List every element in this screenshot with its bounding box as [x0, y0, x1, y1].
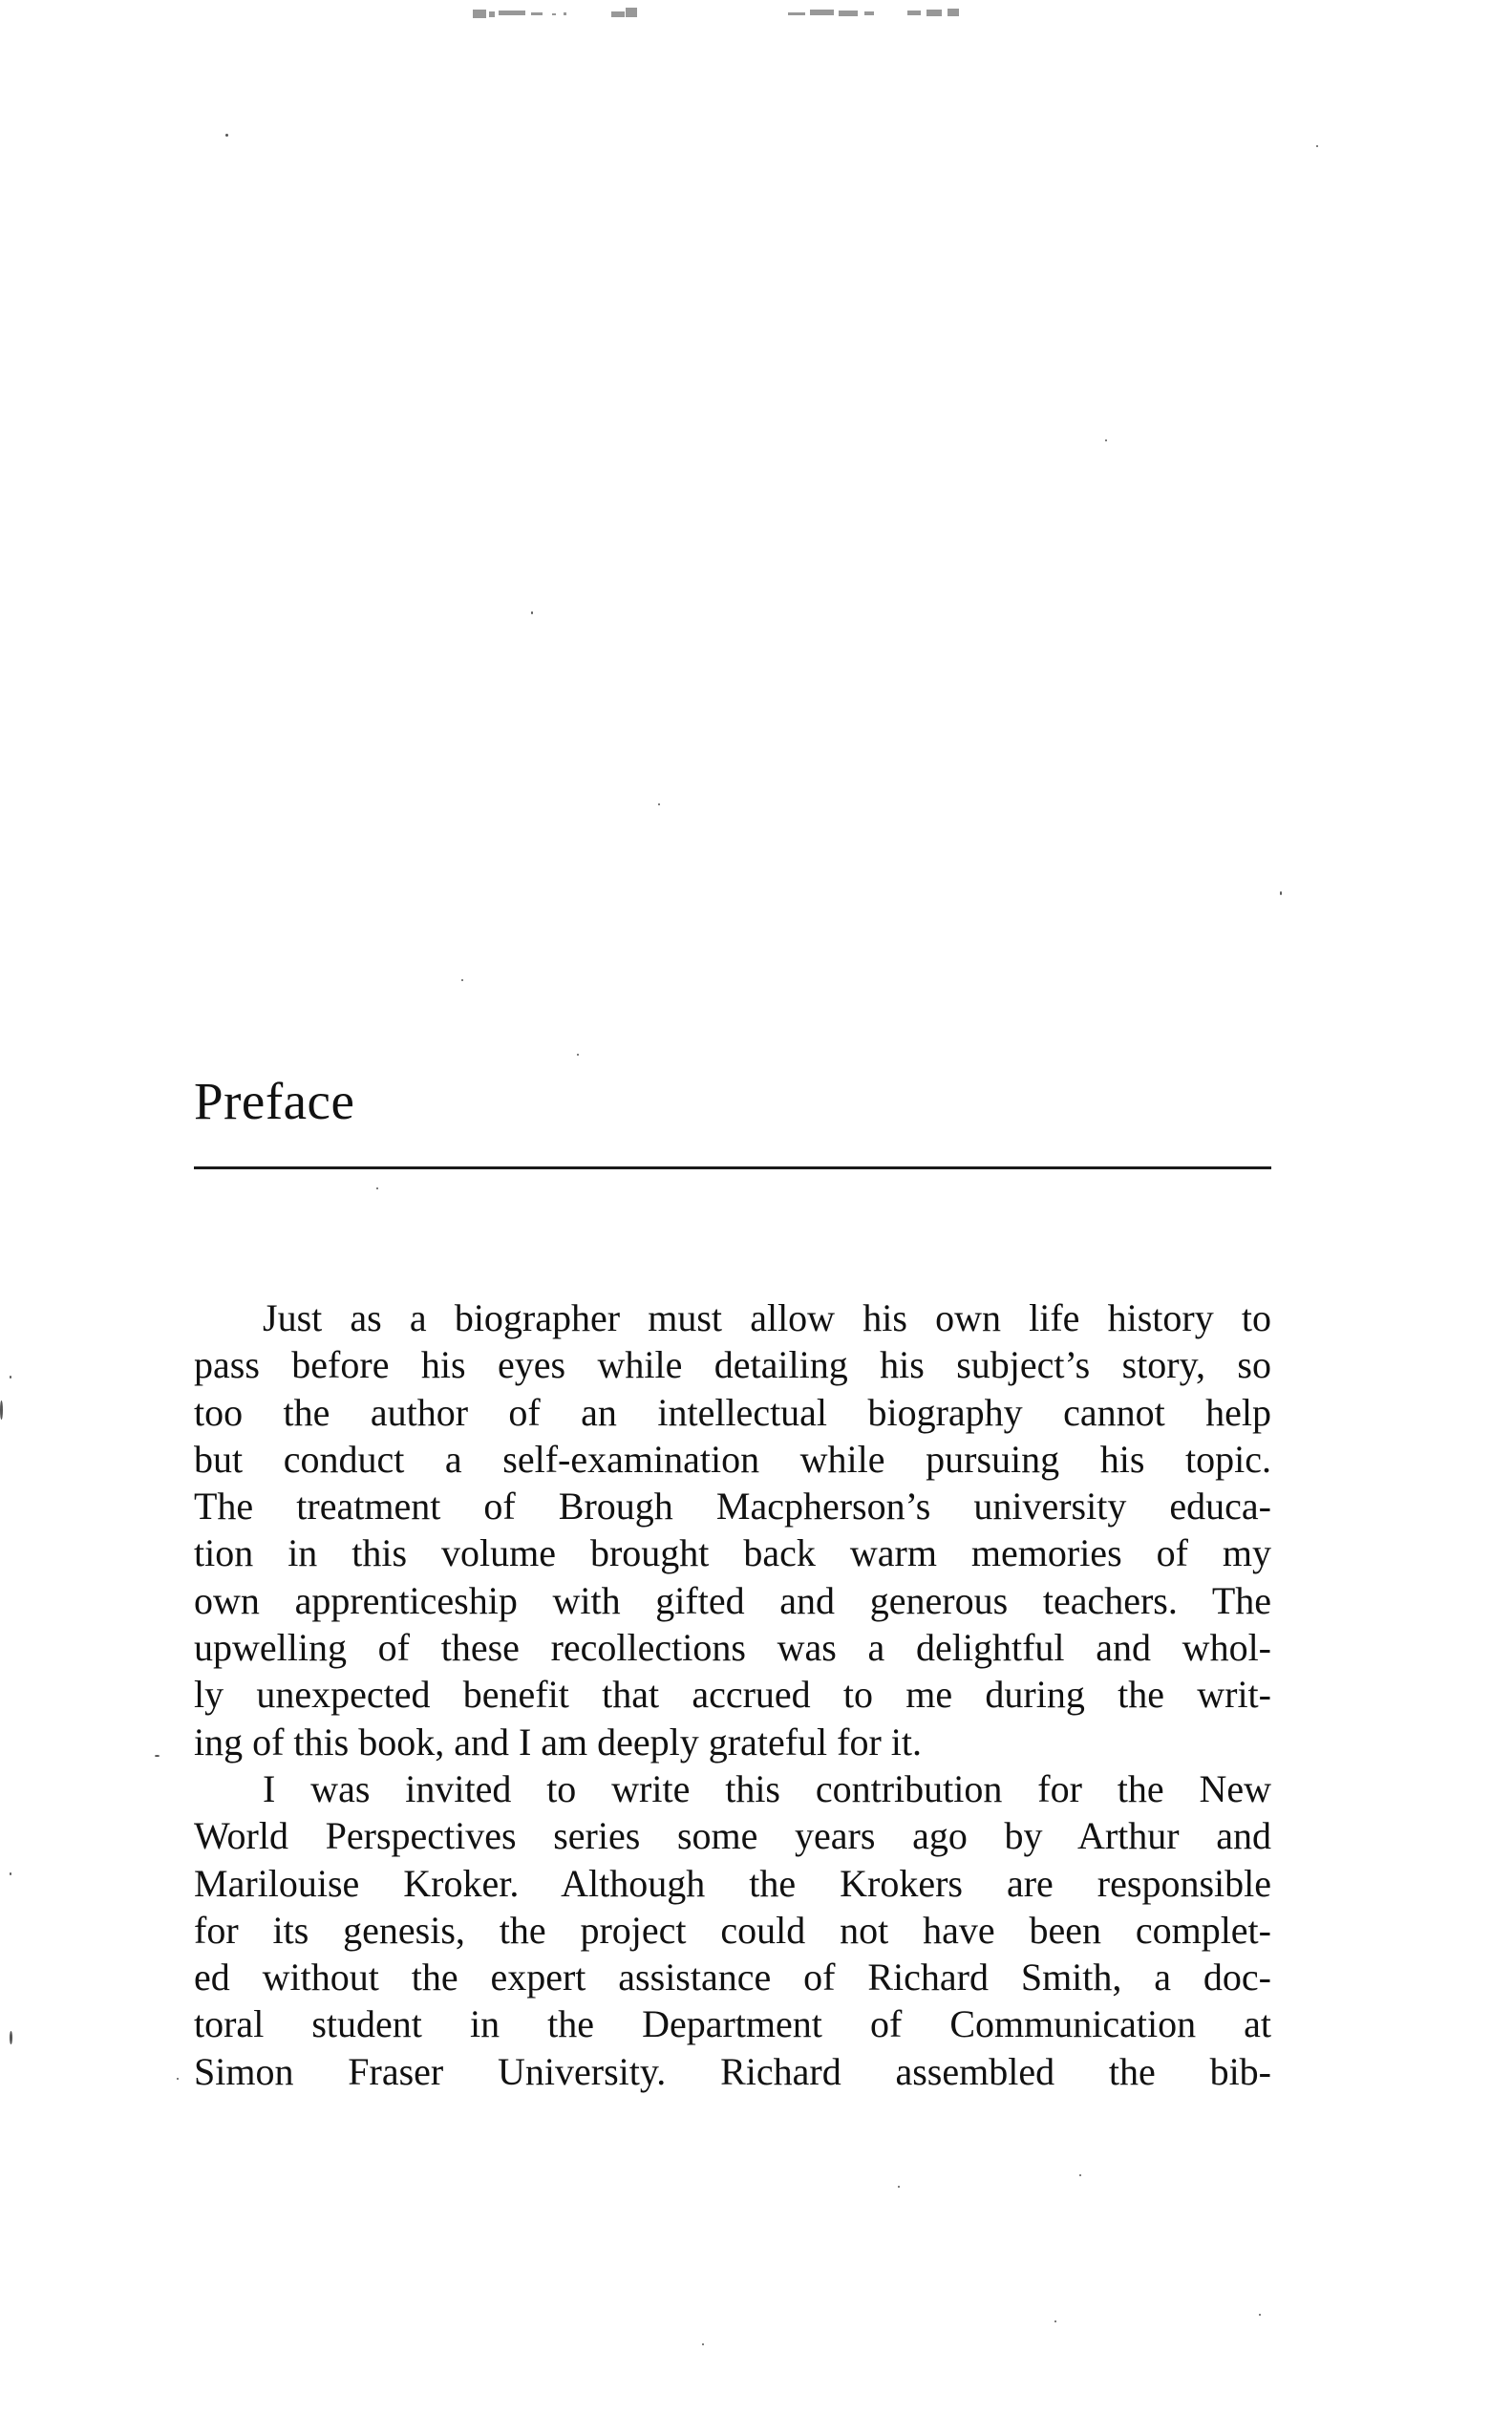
text-line: ing of this book, and I am deeply grateful for it.: [194, 1720, 923, 1764]
text-line: ly unexpected benefit that accrued to me during the writ-: [194, 1673, 1271, 1717]
scan-speck: [1280, 891, 1282, 895]
scan-speck: [10, 1376, 11, 1379]
text-line: but conduct a self-examination while pursuing his topic.: [194, 1437, 1271, 1481]
text-line: too the author of an intellectual biography cannot help: [194, 1390, 1271, 1434]
scan-speck: [1316, 145, 1318, 147]
scan-speck: [155, 1755, 160, 1757]
scan-speck: [0, 1400, 3, 1420]
text-line: pass before his eyes while detailing his subject’s story, so: [194, 1343, 1271, 1387]
scan-speck: [702, 2343, 704, 2345]
scan-speck: [10, 1872, 11, 1875]
scan-speck: [1259, 2314, 1261, 2316]
scan-speck: [898, 2186, 900, 2188]
text-line: ed without the expert assistance of Richard Smith, a doc-: [194, 1956, 1271, 1999]
scan-speck: [577, 1054, 579, 1056]
paragraph-2: [194, 1765, 1271, 2095]
text-line: Simon Fraser University. Richard assembled the bib-: [194, 2049, 1271, 2093]
scan-speck: [461, 979, 463, 981]
scan-speck: [376, 1187, 378, 1189]
paragraph-1: [194, 1294, 1271, 1765]
body-text: [194, 1294, 1271, 2095]
text-line: tion in this volume brought back warm memories of my: [194, 1531, 1271, 1575]
text-line: Marilouise Kroker. Although the Krokers are responsible: [194, 1861, 1271, 1905]
text-line: for its genesis, the project could not have been complet-: [194, 1908, 1271, 1952]
chapter-title: Preface: [194, 1072, 355, 1130]
scan-speck: [177, 2078, 179, 2080]
text-line: own apprenticeship with gifted and generous teachers. The: [194, 1578, 1271, 1622]
text-line: The treatment of Brough Macpherson’s university educa-: [194, 1485, 1271, 1529]
scan-speck: [10, 2031, 12, 2044]
scan-artifact: [420, 0, 1032, 29]
text-line: toral student in the Department of Communication at: [194, 2002, 1271, 2046]
scan-noise-marks: [420, 0, 1032, 29]
text-line: upwelling of these recollections was a delightful and whol-: [194, 1626, 1271, 1670]
text-line: Just as a biographer must allow his own life history to: [263, 1296, 1271, 1339]
title-rule: [194, 1166, 1271, 1169]
text-line: I was invited to write this contribution for the New: [263, 1766, 1271, 1810]
scan-speck: [225, 134, 228, 137]
scan-speck: [1079, 2174, 1081, 2176]
scan-speck: [531, 611, 533, 614]
text-line: World Perspectives series some years ago by Arthur and: [194, 1814, 1271, 1858]
scan-speck: [1105, 439, 1107, 441]
scan-speck: [1054, 2320, 1056, 2322]
scan-speck: [658, 803, 660, 805]
